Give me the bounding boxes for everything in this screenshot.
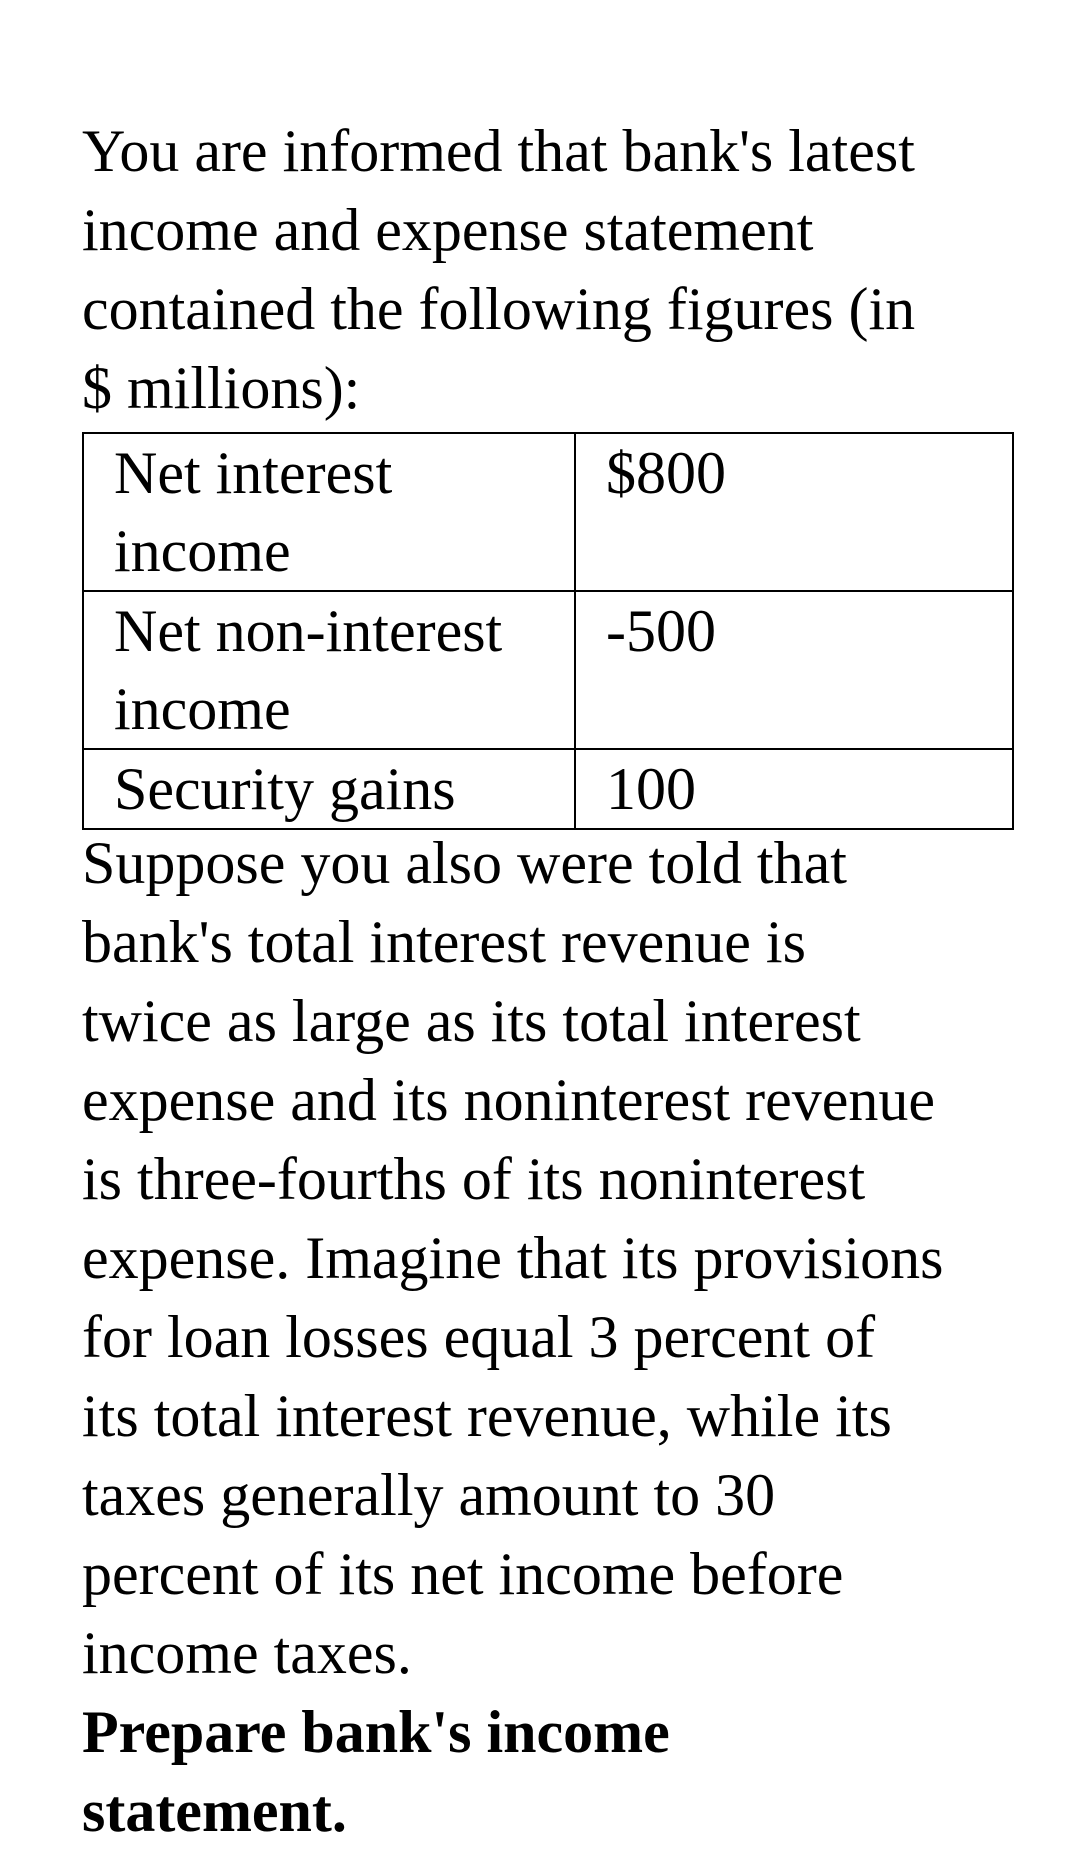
row-label-net-interest-income: Net interest income [83, 433, 575, 591]
assumptions-paragraph: Suppose you also were told that bank's total interest revenue is twice as large as its total interest expense and its noninterest revenue is three-fourths of its noninterest expense. Imagine that its provisions for loan losses equal 3 percent of its total interest revenue, while its taxes generally amount to 30 percent of its net income before income taxes. [82, 830, 944, 1686]
intro-paragraph: You are informed that bank's latest income and expense statement contained the following figures (in $ millions): [82, 118, 916, 421]
figures-table-container [82, 432, 1012, 830]
table-row [83, 749, 1013, 829]
row-label-security-gains: Security gains [83, 749, 575, 829]
row-label-net-non-interest-income: Net non-interest income [83, 591, 575, 749]
task-instruction: Prepare bank's income statement. [82, 1699, 670, 1844]
figures-table [82, 432, 1014, 830]
table-row [83, 433, 1013, 591]
row-value-net-non-interest-income: -500 [575, 591, 1013, 749]
table-row [83, 591, 1013, 749]
row-value-net-interest-income: $800 [575, 433, 1013, 591]
document-content [82, 112, 1012, 1851]
row-value-security-gains: 100 [575, 749, 1013, 829]
